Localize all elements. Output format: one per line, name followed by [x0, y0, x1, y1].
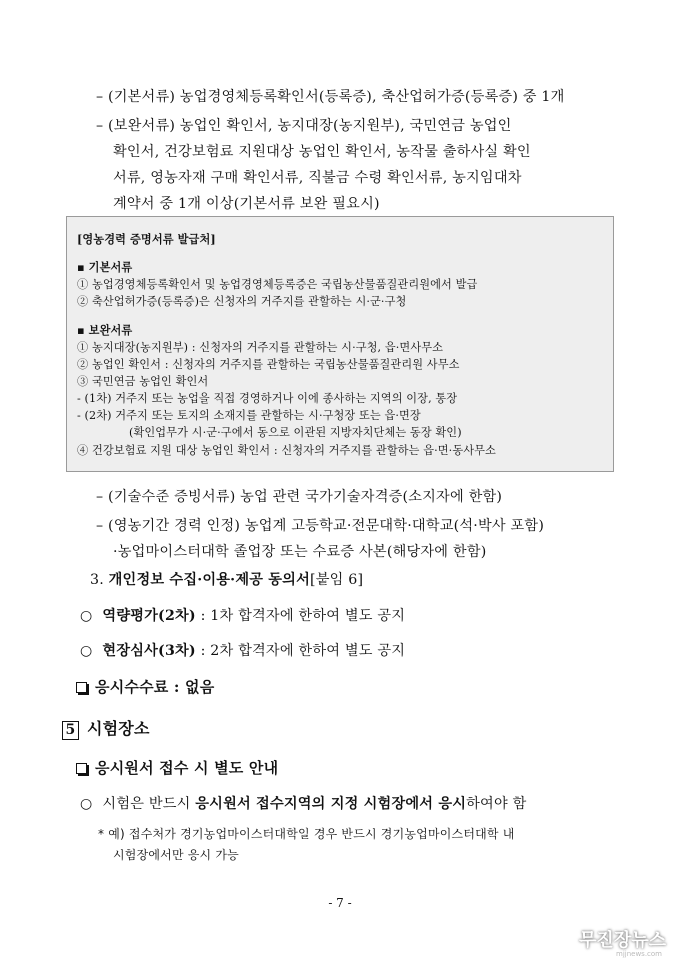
box-supp-item-1: ① 농지대장(농지원부) : 신청자의 거주지를 관할하는 시·구청, 읍·면사무소 — [77, 341, 444, 354]
box-basic-item-2: ② 축산업허가증(등록증)은 신청자의 거주지를 관할하는 시·군·구청 — [77, 295, 407, 308]
supp-docs-line-2: 확인서, 건강보험료 지원대상 농업인 확인서, 농작물 출하사실 확인 — [113, 144, 531, 160]
eval2-text: : 1차 합격자에 한하여 별도 공지 — [195, 608, 406, 624]
supp-docs-line-3: 서류, 영농자재 구매 확인서류, 직불금 수령 확인서류, 농지임대차 — [113, 170, 522, 186]
site-title: 현장심사(3차) — [102, 643, 196, 659]
hollow-circle-bullet-icon: ○ — [80, 608, 93, 624]
tech-docs-line: – (기술수준 증빙서류) 농업 관련 국가기술자격증(소지자에 한함) — [96, 489, 503, 505]
item3-title: 개인정보 수집·이용·제공 동의서 — [108, 572, 310, 588]
item3-attachment: [붙임 6] — [309, 572, 364, 588]
exam-note-pre: 시험은 반드시 — [102, 796, 196, 812]
section5-heading — [62, 716, 150, 740]
page-number: - 7 - — [328, 896, 352, 910]
period-docs-line-2: ·농업마이스터대학 졸업장 또는 수료증 사본(해당자에 한함) — [113, 544, 487, 560]
apply-line — [76, 757, 278, 778]
box-supp-item-2: ② 농업인 확인서 : 신청자의 거주지를 관할하는 국립농산물품질관리원 사무소 — [77, 358, 460, 371]
item3-number: 3. — [90, 572, 104, 588]
supp-docs-line-1: – (보완서류) 농업인 확인서, 농지대장(농지원부), 국민연금 농업인 — [96, 118, 512, 134]
issuer-info-box — [66, 216, 614, 472]
section5-title: 시험장소 — [87, 719, 150, 738]
site-line — [80, 640, 405, 660]
square-bullet-icon — [76, 763, 87, 774]
fee-line — [76, 676, 214, 697]
eval2-title: 역량평가(2차) — [102, 608, 196, 624]
exam-note-post: 하여야 함 — [466, 796, 527, 812]
eval2-line — [80, 605, 405, 625]
period-docs-line-1: – (영농기간 경력 인정) 농업계 고등학교·전문대학·대학교(석·박사 포함) — [96, 518, 545, 534]
section-number-box: 5 — [62, 721, 79, 740]
box-supp-item-6: (확인업무가 시·군·구에서 동으로 이관된 지방자치단체는 동장 확인) — [129, 426, 462, 439]
site-text: : 2차 합격자에 한하여 별도 공지 — [195, 643, 406, 659]
box-title: [영농경력 증명서류 발급처] — [77, 232, 216, 246]
example-line-1: * 예) 접수처가 경기농업마이스터대학일 경우 반드시 경기농업마이스터대학 내 — [98, 827, 515, 841]
box-basic-item-1: ① 농업경영체등록확인서 및 농업경영체등록증은 국립농산물품질관리원에서 발급 — [77, 278, 478, 291]
hollow-circle-bullet-icon: ○ — [80, 796, 93, 812]
box-supp-item-3: ③ 국민연금 농업인 확인서 — [77, 375, 209, 388]
box-supp-item-4: - (1차) 거주지 또는 농업을 직접 경영하거나 이에 종사하는 지역의 이장, 통장 — [77, 392, 458, 405]
square-bullet-icon — [76, 682, 87, 693]
supp-docs-line-4: 계약서 중 1개 이상(기본서류 보완 필요시) — [113, 196, 380, 212]
hollow-circle-bullet-icon: ○ — [80, 643, 93, 659]
fee-text: 응시수수료 : 없음 — [95, 678, 215, 696]
item3-line — [90, 569, 363, 589]
example-line-2: 시험장에서만 응시 가능 — [113, 848, 239, 862]
box-supp-item-7: ④ 건강보험료 지원 대상 농업인 확인서 : 신청자의 거주지를 관할하는 읍·면·동사무소 — [77, 444, 496, 457]
exam-note-line — [80, 793, 526, 813]
watermark-url: mjjnews.com — [616, 950, 662, 958]
box-supp-heading: ▪ 보완서류 — [77, 323, 133, 337]
exam-note-bold: 응시원서 접수지역의 지정 시험장에서 응시 — [195, 796, 467, 812]
box-supp-item-5: - (2차) 거주지 또는 토지의 소재지를 관할하는 시·구청장 또는 읍·면장 — [77, 409, 421, 422]
apply-text: 응시원서 접수 시 별도 안내 — [95, 759, 279, 777]
box-basic-heading: ▪ 기본서류 — [77, 260, 133, 274]
watermark-logo: 무진장뉴스 — [579, 930, 666, 951]
basic-docs-line: – (기본서류) 농업경영체등록확인서(등록증), 축산업허가증(등록증) 중 1개 — [96, 89, 565, 105]
